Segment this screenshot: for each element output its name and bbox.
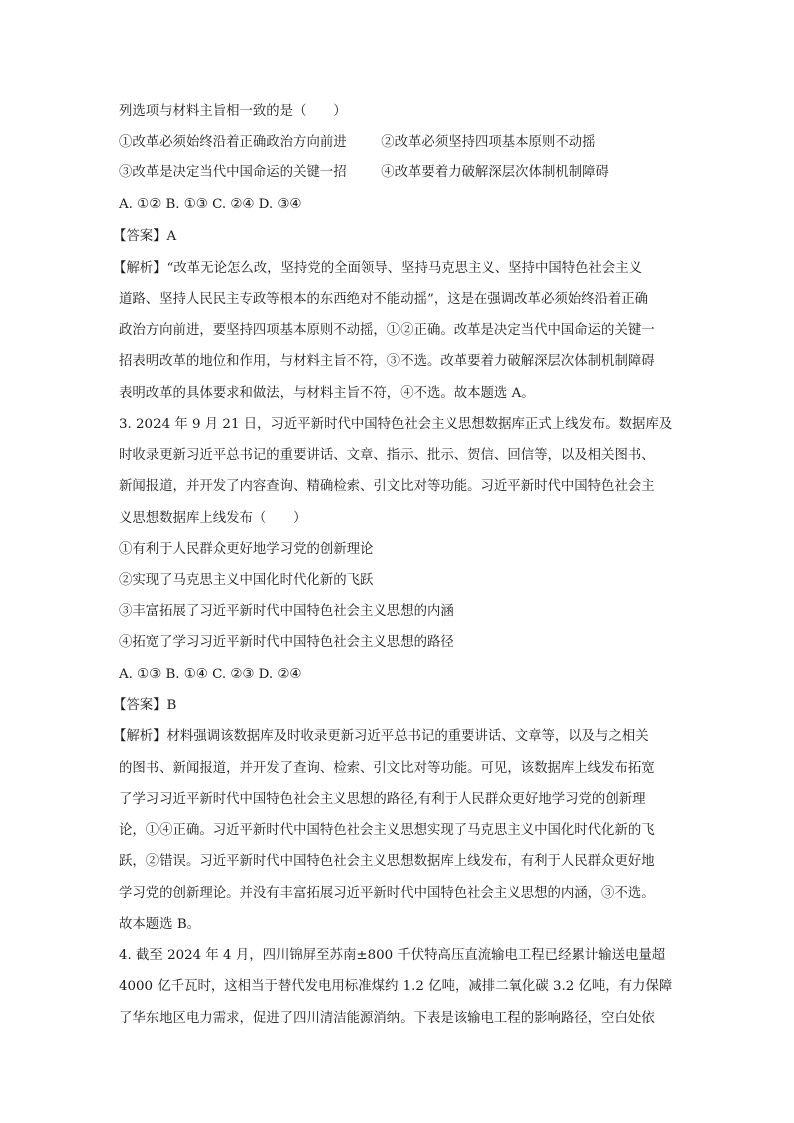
analysis-line: 跃，②错误。习近平新时代中国特色社会主义思想数据库上线发布，有利于人民群众更好地: [119, 854, 655, 869]
analysis-line: 了学习习近平新时代中国特色社会主义思想的路径,有利于人民群众更好地学习党的创新理: [119, 792, 646, 807]
option-2: ②实现了马克思主义中国化时代化新的飞跃: [119, 573, 374, 588]
analysis-line: 政治方向前进，要坚持四项基本原则不动摇，①②正确。改革是决定当代中国命运的关键一: [119, 323, 655, 338]
analysis-line: 故本题选 B。: [119, 917, 201, 932]
question-4-stem: 4000 亿千瓦时，这相当于替代发电用标准煤约 1.2 亿吨，减排二氧化碳 3.2 亿吨，有力保障: [119, 979, 673, 994]
question-4-stem: 了华东地区电力需求，促进了四川清洁能源消纳。下表是该输电工程的影响路径，空白处依: [119, 1011, 655, 1026]
option-2: ②改革必须坚持四项基本原则不动摇: [381, 135, 596, 150]
analysis-line: 学习党的创新理论。并没有丰富拓展习近平新时代中国特色社会主义思想的内涵，③不选。: [119, 886, 655, 901]
options-row-1: [119, 134, 596, 152]
analysis-line: 招表明改革的地位和作用，与材料主旨不符，③不选。改革要着力破解深层次体制机制障碍: [119, 354, 655, 369]
option-4: ④拓宽了学习习近平新时代中国特色社会主义思想的路径: [119, 635, 454, 650]
analysis-line: 的图书、新闻报道，并开发了查询、检索、引文比对等功能。可见，该数据库上线发布拓宽: [119, 761, 655, 776]
answer-choices: A. ①② B. ①③ C. ②④ D. ③④: [119, 197, 302, 212]
option-3: ③丰富拓展了习近平新时代中国特色社会主义思想的内涵: [119, 604, 454, 619]
answer-label: 【答案】A: [113, 229, 177, 244]
question-stem-continuation: 列选项与材料主旨相一致的是（ ）: [119, 104, 347, 119]
option-4: ④改革要着力破解深层次体制机制障碍: [381, 165, 609, 180]
option-1: ①改革必须始终沿着正确政治方向前进: [119, 135, 347, 150]
question-3-stem: 义思想数据库上线发布（ ）: [119, 511, 307, 526]
analysis-line: 论，①④正确。习近平新时代中国特色社会主义思想实现了马克思主义中国化时代化新的飞: [119, 823, 655, 838]
answer-choices: A. ①③ B. ①④ C. ②③ D. ②④: [119, 667, 302, 682]
analysis-line: 【解析】材料强调该数据库及时收录更新习近平总书记的重要讲话、文章等，以及与之相关: [113, 729, 649, 744]
analysis-line: 表明改革的具体要求和做法，与材料主旨不符，④不选。故本题选 A。: [119, 386, 535, 401]
analysis-line: 【解析】“改革无论怎么改，坚持党的全面领导、坚持马克思主义、坚持中国特色社会主义: [113, 261, 643, 276]
question-4-stem: 4. 截至 2024 年 4 月，四川锦屏至苏南±800 千伏特高压直流输电工程已经累计输送电量超: [119, 948, 666, 963]
question-3-stem: 3. 2024 年 9 月 21 日，习近平新时代中国特色社会主义思想数据库正式上线发布。数据库及: [119, 417, 673, 432]
answer-label: 【答案】B: [113, 698, 177, 713]
option-3: ③改革是决定当代中国命运的关键一招: [119, 165, 347, 180]
option-1: ①有利于人民群众更好地学习党的创新理论: [119, 542, 374, 557]
question-3-stem: 时收录更新习近平总书记的重要讲话、文章、指示、批示、贺信、回信等，以及相关图书、: [119, 448, 655, 463]
question-3-stem: 新闻报道，并开发了内容查询、精确检索、引文比对等功能。习近平新时代中国特色社会主: [119, 479, 655, 494]
analysis-line: 道路、坚持人民民主专政等根本的东西绝对不能动摇”，这是在强调改革必须始终沿着正确: [119, 292, 649, 307]
options-row-2: [119, 164, 609, 182]
